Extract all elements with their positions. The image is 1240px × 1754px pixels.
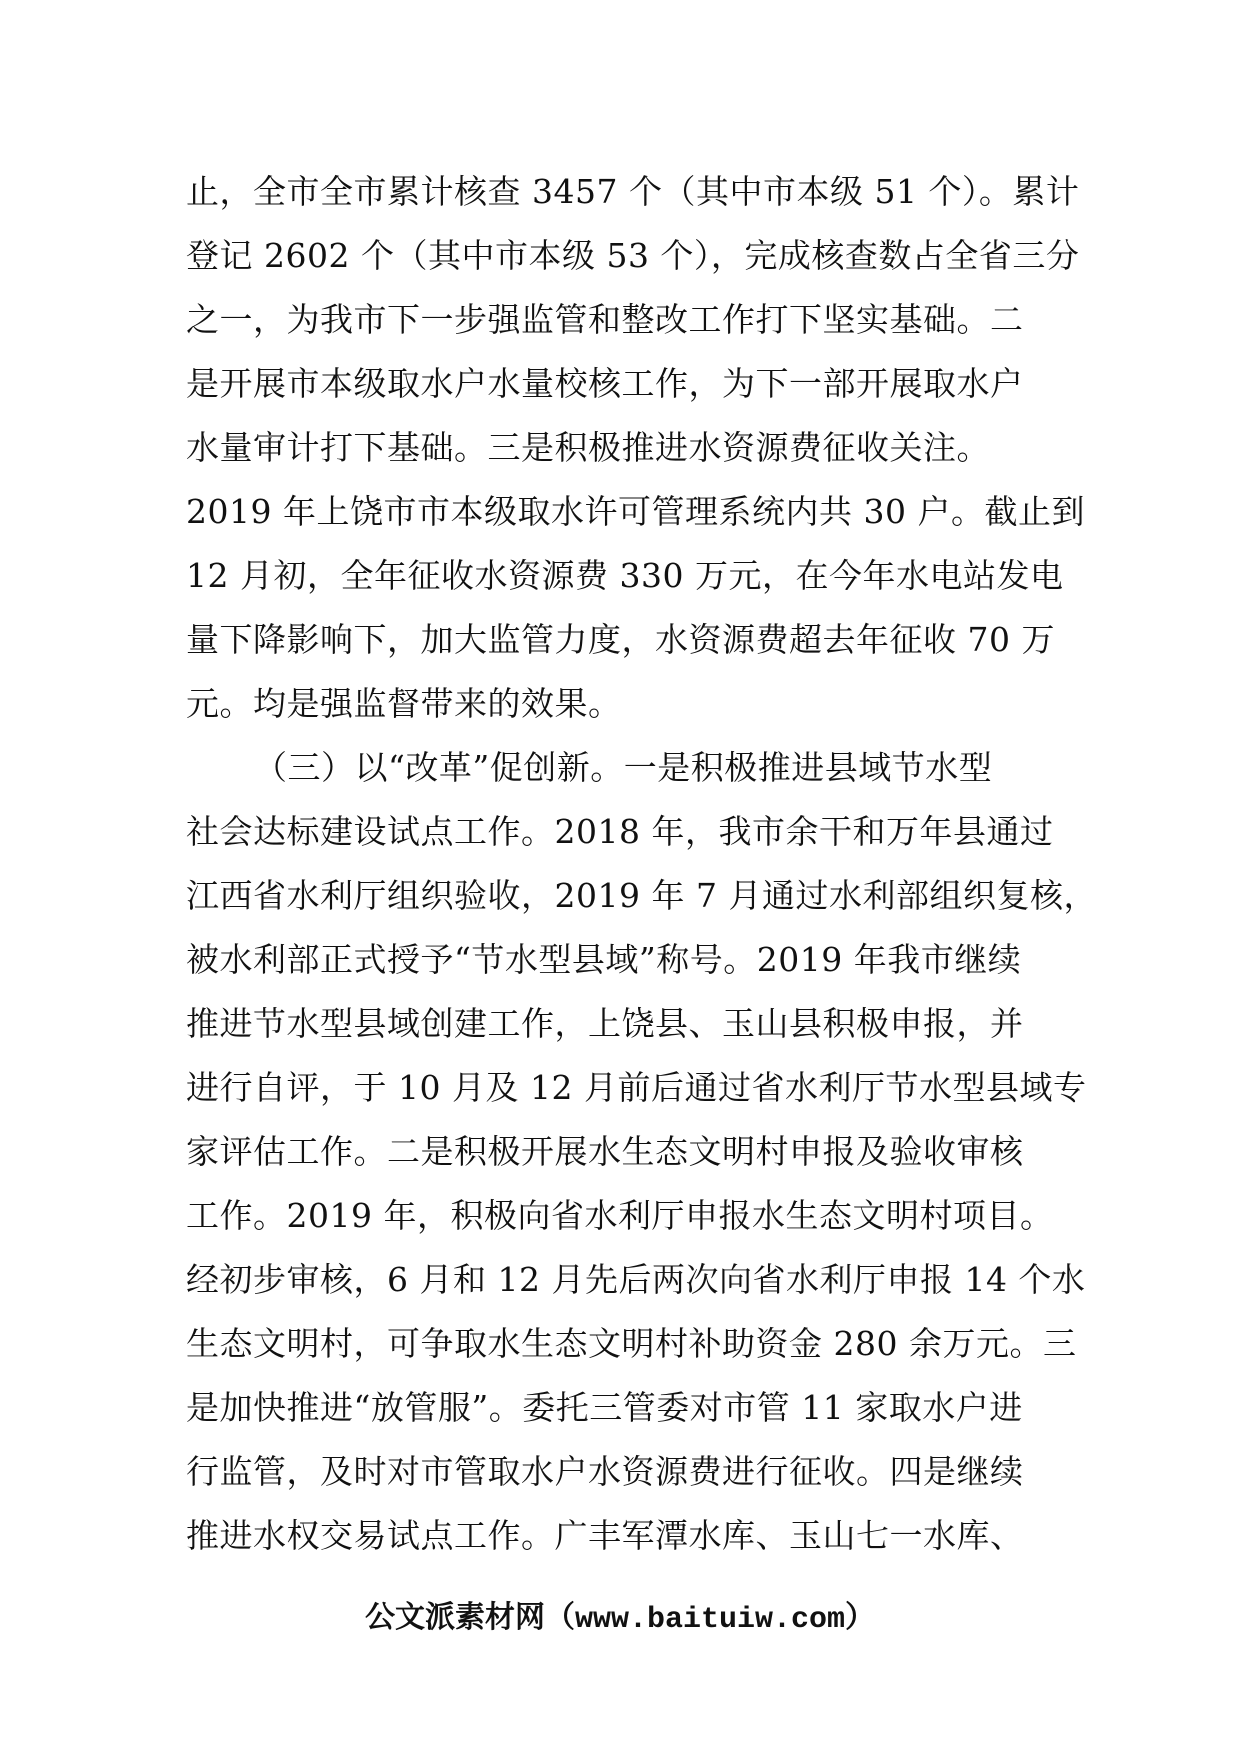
text-line: 社会达标建设试点工作。2018 年，我市余干和万年县通过	[186, 812, 1054, 851]
text-line: 生态文明村，可争取水生态文明村补助资金 280 余万元。三	[186, 1324, 1077, 1363]
text-line: 江西省水利厅组织验收，2019 年 7 月通过水利部组织复核，	[186, 876, 1097, 915]
section-heading-line: （三）以“改革”促创新。一是积极推进县域节水型	[254, 748, 993, 787]
text-line: 水量审计打下基础。三是积极推进水资源费征收关注。	[186, 428, 990, 467]
text-line: 量下降影响下，加大监管力度，水资源费超去年征收 70 万	[186, 620, 1055, 659]
text-line: 2019 年上饶市市本级取水许可管理系统内共 30 户。截止到	[186, 492, 1085, 531]
text-line: 推进节水型县域创建工作，上饶县、玉山县积极申报，并	[186, 1004, 1024, 1043]
text-line: 元。均是强监督带来的效果。	[186, 684, 622, 723]
footer-site-name: 公文派素材网	[364, 1600, 545, 1635]
text-line: 工作。2019 年，积极向省水利厅申报水生态文明村项目。	[186, 1196, 1054, 1235]
text-line: 是开展市本级取水户水量校核工作，为下一部开展取水户	[186, 364, 1024, 403]
text-line: 是加快推进“放管服”。委托三管委对市管 11 家取水户进	[186, 1388, 1023, 1427]
text-line: 推进水权交易试点工作。广丰军潭水库、玉山七一水库、	[186, 1516, 1024, 1555]
footer-watermark	[0, 1598, 1240, 1640]
text-line: 经初步审核，6 月和 12 月先后两次向省水利厅申报 14 个水	[186, 1260, 1086, 1299]
text-line: 止，全市全市累计核查 3457 个（其中市本级 51 个）。累计	[186, 172, 1080, 211]
text-line: 家评估工作。二是积极开展水生态文明村申报及验收审核	[186, 1132, 1024, 1171]
text-line: 登记 2602 个（其中市本级 53 个），完成核查数占全省三分	[186, 236, 1080, 275]
text-line: 被水利部正式授予“节水型县域”称号。2019 年我市继续	[186, 940, 1022, 979]
body-text	[186, 160, 1097, 1568]
text-line: 之一，为我市下一步强监管和整改工作打下坚实基础。二	[186, 300, 1024, 339]
text-line: 12 月初，全年征收水资源费 330 万元，在今年水电站发电	[186, 556, 1064, 595]
text-line: 行监管，及时对市管取水户水资源费进行征收。四是继续	[186, 1452, 1024, 1491]
text-line: 进行自评，于 10 月及 12 月前后通过省水利厅节水型县域专	[186, 1068, 1087, 1107]
footer-site-url[interactable]: （www.baituiw.com）	[544, 1603, 876, 1637]
